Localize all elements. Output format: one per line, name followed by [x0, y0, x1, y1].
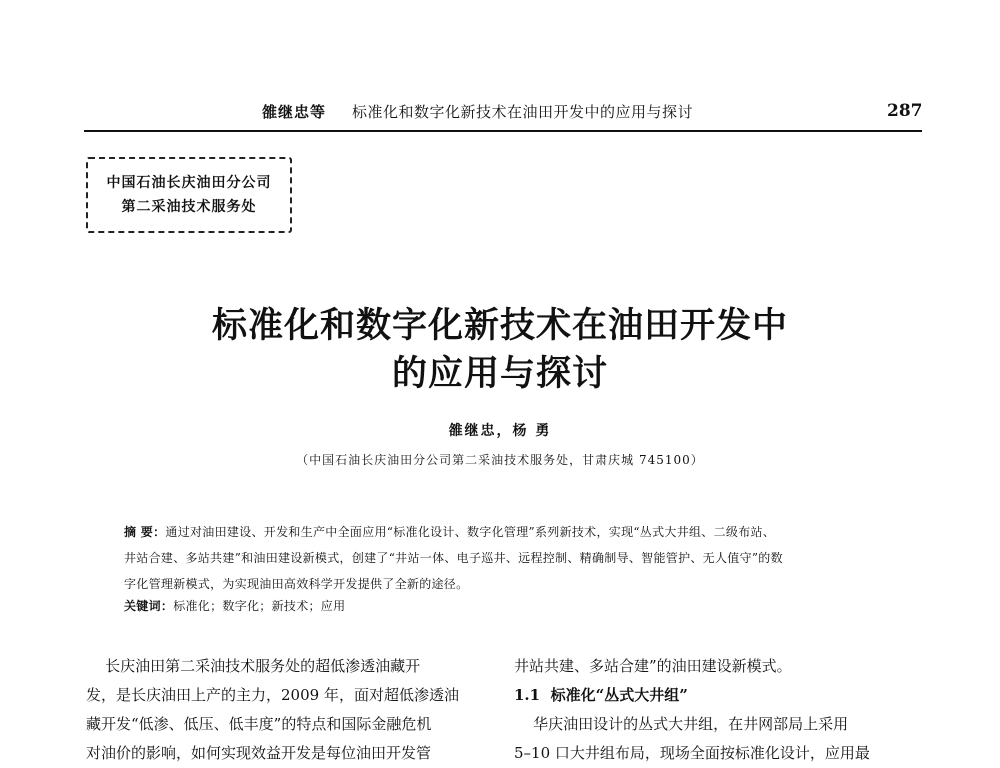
body-left-line-2: 发，是长庆油田上产的主力，2009 年，面对超低渗透油	[86, 686, 459, 704]
paper-title-line-1: 标准化和数字化新技术在油田开发中	[211, 305, 788, 346]
abstract-line-3: 字化管理新模式，为实现油田高效科学开发提供了全新的途径。	[124, 577, 469, 591]
section-number: 1.1	[514, 686, 541, 704]
body-left-line-1: 长庆油田第二采油技术服务处的超低渗透油藏开	[86, 657, 421, 675]
paper-title-line-2: 的应用与探讨	[391, 353, 608, 394]
affiliation-stamp	[86, 157, 292, 233]
header-rule	[84, 130, 922, 132]
keywords	[124, 597, 894, 614]
stamp-line-2: 第二采油技术服务处	[121, 199, 257, 215]
body-right-line-1: 井站共建、多站合建”的油田建设新模式。	[514, 657, 792, 675]
body-right-line-4: 5–10 口大井组布局，现场全面按标准化设计，应用最	[514, 744, 870, 762]
abstract	[124, 519, 894, 597]
page-number: 287	[887, 101, 923, 121]
body-right-line-3: 华庆油田设计的丛式大井组，在井网部局上采用	[514, 715, 849, 733]
running-header-title: 标准化和数字化新技术在油田开发中的应用与探讨	[352, 103, 694, 121]
body-left-line-3: 藏开发“低渗、低压、低丰度”的特点和国际金融危机	[86, 715, 432, 733]
keywords-label: 关键词：	[124, 599, 174, 613]
abstract-line-1: 通过对油田建设、开发和生产中全面应用“标准化设计、数字化管理”系列新技术，实现“丛式大井组、二级布站、	[165, 525, 776, 539]
keywords-text: 标准化；数字化；新技术；应用	[173, 599, 346, 613]
running-header-authors: 雒继忠等	[262, 103, 327, 121]
body-left-line-4: 对油价的影响，如何实现效益开发是每位油田开发管	[86, 744, 432, 762]
body-left-column	[86, 652, 498, 768]
abstract-line-2: 井站合建、多站共建”和油田建设新模式，创建了“井站一体、电子巡井、远程控制、精确制导、智能管护、无人值守”的数	[124, 551, 783, 565]
abstract-label: 摘 要：	[124, 525, 166, 539]
paper-affiliation: （中国石油长庆油田分公司第二采油技术服务处，甘肃庆城 745100）	[296, 453, 704, 467]
section-title: 标准化“丛式大井组”	[550, 686, 688, 704]
body-right-column	[514, 652, 926, 768]
stamp-line-1: 中国石油长庆油田分公司	[106, 175, 272, 191]
section-heading-1-1	[514, 681, 926, 710]
paper-authors: 雒继忠，杨 勇	[448, 423, 552, 439]
